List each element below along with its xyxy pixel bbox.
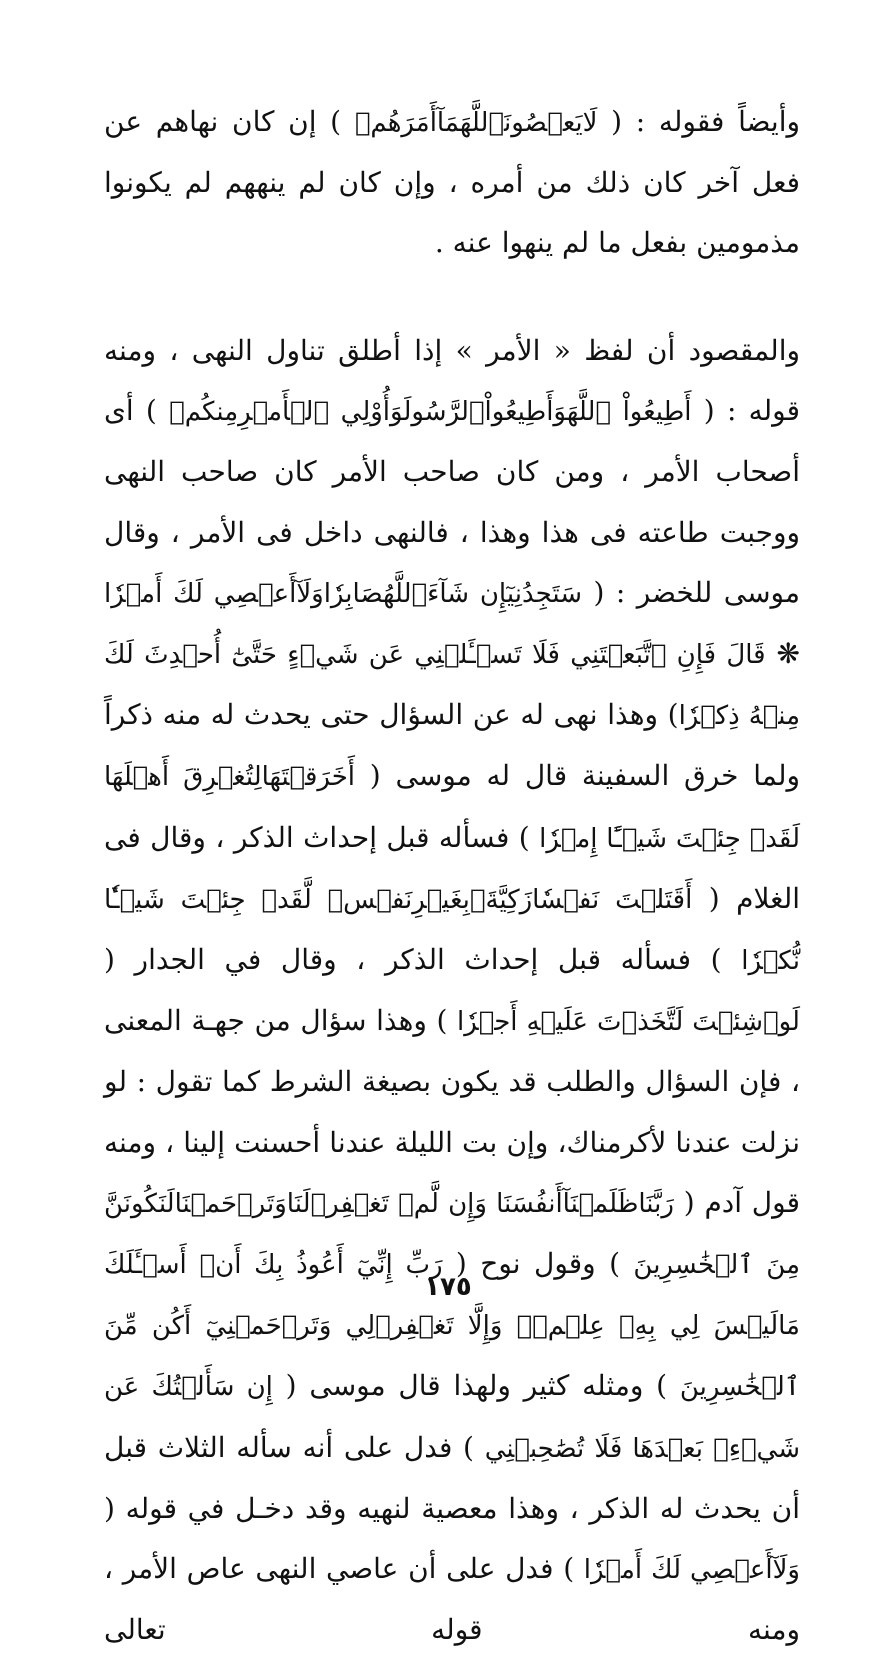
prose-text: ) ومثله كثير ولهذا قال موسى ( [272, 1369, 680, 1403]
prose-text: ) فسأله قبل إحداث الذكر ، وقال فى الغلام ( [104, 820, 801, 915]
quran-verse: رَبِّ إِنِّيٓ أَعُوذُ بِكَ أَنۡ أَسۡـَٔلَكَ مَالَيۡسَ لِي بِهِۦ عِلۡمٞۖ وَإِلَّا تَغۡفِرۡلِي وَتَرۡحَمۡنِيٓ أَكُن مِّنَ ٱلۡخَٰسِرِينَ [104, 1250, 800, 1403]
paragraph-2 [104, 321, 800, 1660]
quran-verse: إِن سَأَلۡتُكَ عَن شَيۡءِۭ بَعۡدَهَا فَلَا تُصَٰحِبۡنِي [104, 1372, 801, 1464]
prose-text: ) إن كان نهاهم عن فعل آخر كان ذلك من أمره ، وإن كان لم ينههم لم يكونوا مذمومين بفعل ما لم ينهوا عنه . [104, 105, 800, 259]
prose-text: ) وهذا نهى له عن السؤال حتى يحدث له منه ذكراً ولما خرق السفينة قال له موسى ( [104, 698, 800, 793]
quran-verse: أَخَرَقۡتَهَالِتُغۡرِقَ أَهۡلَهَا لَقَدۡ جِئۡتَ شَيۡـًٔا إِمۡرٗا [104, 762, 801, 854]
prose-text: ) فسأله قبل إحداث الذكر ، وقال في الجدار ( [104, 943, 742, 977]
prose-text: ) أى أصحاب الأمر ، ومن كان صاحب الأمر كان صاحب النهى ووجبت طاعته فى هذا وهذا ، فالنهى داخل فى الأمر ، وقال موسى للخضر : ( [104, 394, 801, 609]
quran-verse: سَتَجِدُنِيٓإِن شَآءَٱللَّهُصَابِرٗاوَلَآأَعۡصِي لَكَ أَمۡرٗا [104, 578, 583, 609]
prose-text: والمقصود أن لفظ « الأمر » إذا أطلق تناول النهى ، ومنه قوله : ( [104, 334, 801, 428]
paragraph-1 [104, 92, 800, 273]
prose-text: وأيضاً فقوله : ( [597, 105, 801, 138]
prose-text: ) فدل على أنه سأله الثلاث قبل أن يحدث له الذكر ، وهذا معصية لنهيه وقد دخـل في قوله ( [104, 1430, 800, 1525]
quran-verse: رَبَّنَاظَلَمۡنَآأَنفُسَنَا وَإِن لَّمۡ تَغۡفِرۡلَنَاوَتَرۡحَمۡنَالَنَكُونَنَّ مِنَ ٱلۡخَٰسِرِينَ [104, 1188, 800, 1281]
page-number: ١٧٥ [424, 1272, 472, 1302]
quran-verse: قَالَ فَإِنِ ٱتَّبَعۡتَنِي فَلَا تَسۡـَٔلۡنِي عَن شَيۡءٍ حَتَّىٰٓ أُحۡدِثَ لَكَ مِنۡهُ ذِكۡرٗا [104, 640, 801, 732]
prose-text: ❋ [765, 637, 800, 671]
quran-verse: لَوۡشِئۡتَ لَتَّخَذۡتَ عَلَيۡهِ أَجۡرٗا [457, 1007, 800, 1038]
prose-text: ) وهذا سؤال من جهـة المعنى ، فإن السؤال والطلب قد يكون بصيغة الشرط كما تقول : لو نزلت عندنا لأكرمناك، وإن بت الليلة عندنا أحسنت إلينا ، ومنه قول آدم ( [104, 1004, 800, 1219]
quran-verse: لَايَعۡصُونَٱللَّهَمَآأَمَرَهُمۡ [354, 108, 598, 138]
quran-verse: أَطِيعُواْ ٱللَّهَوَأَطِيعُواْٱلرَّسُولَوَأُوْلِي ٱلۡأَمۡرِمِنكُمۡ [169, 397, 692, 428]
prose-text: ) فدل على أن عاصي النهى عاص الأمر ، ومنه قوله تعالى [104, 1552, 800, 1647]
quran-verse: وَلَآأَعۡصِي لَكَ أَمۡرٗا [583, 1555, 800, 1586]
prose-text: ) وقول نوح ( [442, 1247, 634, 1281]
quran-verse: أَقَتَلۡتَ نَفۡسٗازَكِيَّةَۢبِغَيۡرِنَفۡسٖ لَّقَدۡ جِئۡتَ شَيۡـٔٗا نُّكۡرٗا [104, 884, 800, 977]
